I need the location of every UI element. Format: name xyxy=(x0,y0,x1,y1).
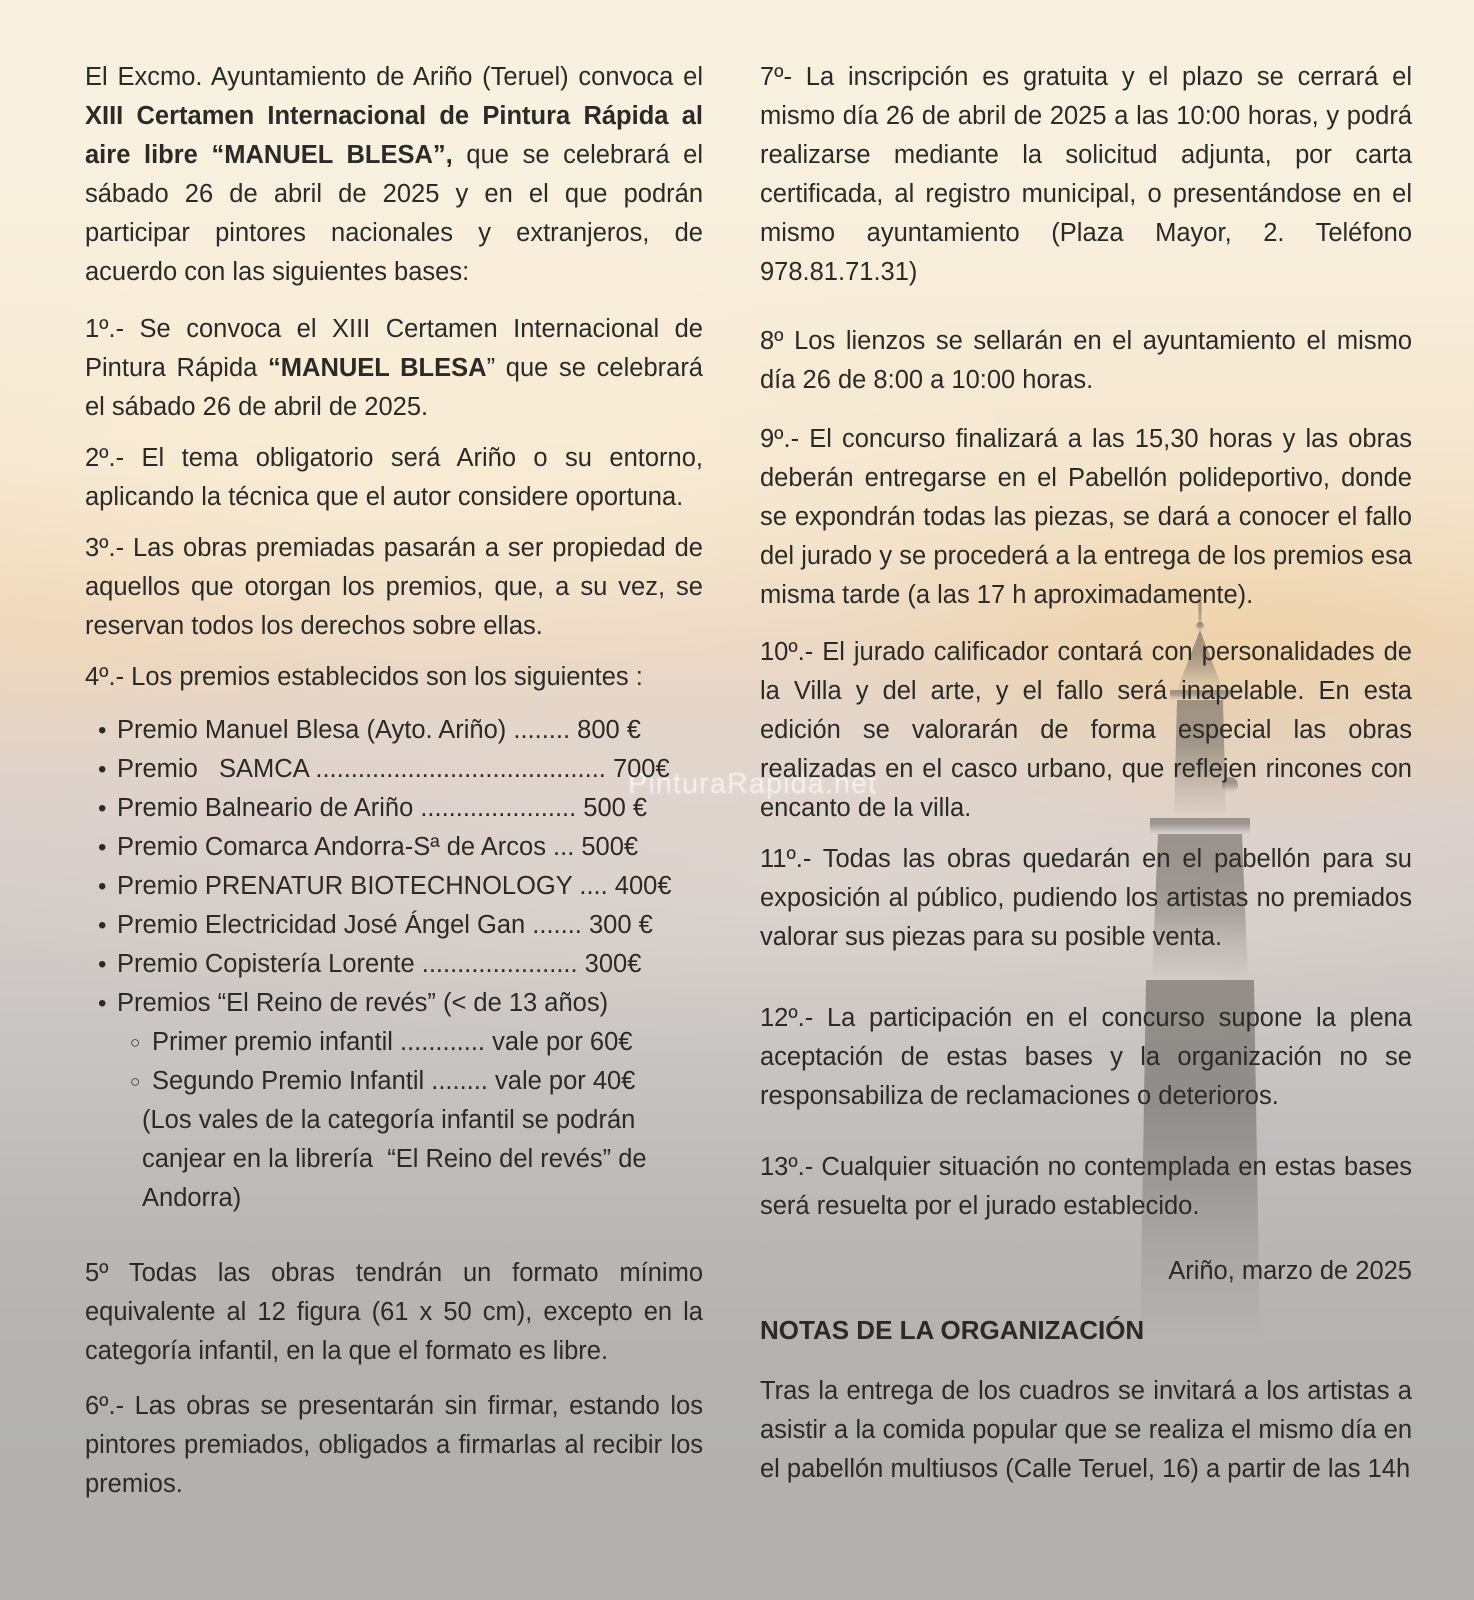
right-column xyxy=(760,58,1412,1489)
bullet-dot-icon: • xyxy=(98,795,107,822)
base-4-paragraph: 4º.- Los premios establecidos son los siguientes : xyxy=(85,663,643,691)
prize-item xyxy=(85,867,703,906)
bullet-dot-icon: • xyxy=(98,873,107,900)
prize-item-label: Premio Electricidad José Ángel Gan ....... 300 € xyxy=(117,911,653,939)
base-1-paragraph xyxy=(85,310,703,427)
intro-text-post: que se celebrará el sábado 26 de abril de 2025 y en el que podrán participar pintores nacionales y extranjeros, de acuerdo con las siguientes bases: xyxy=(85,141,703,286)
notes-paragraph: Tras la entrega de los cuadros se invitará a los artistas a asistir a la comida popular que se realiza el mismo día en el pabellón multiusos (Calle Teruel, 16) a partir de las 14h xyxy=(760,1377,1412,1483)
prize-item xyxy=(85,906,703,945)
base-9-paragraph: 9º.- El concurso finalizará a las 15,30 horas y las obras deberán entregarse en el Pabellón polideportivo, donde se expondrán todas las piezas, se dará a conocer el fallo del jurado y se procederá a la entrega de los premios esa misma tarde (a las 17 h aproximadamente). xyxy=(760,425,1412,609)
base-13-paragraph: 13º.- Cualquier situación no contemplada en estas bases será resuelta por el jurado establecido. xyxy=(760,1153,1412,1220)
prize-item xyxy=(85,828,703,867)
bullet-dot-icon: • xyxy=(98,990,107,1017)
prize-item-label: Premio Balneario de Ariño ...................... 500 € xyxy=(117,794,648,822)
intro-text-bold: XIII Certamen Internacional de Pintura Rápida al aire libre “MANUEL BLESA”, xyxy=(85,102,703,169)
prize-item xyxy=(85,711,703,750)
prize-item-label: Premio Copistería Lorente ...................... 300€ xyxy=(117,950,642,978)
base-5-paragraph: 5º Todas las obras tendrán un formato mínimo equivalente al 12 figura (61 x 50 cm), excepto en la categoría infantil, en la que el formato es libre. xyxy=(85,1259,703,1365)
prize-item xyxy=(85,789,703,828)
prize-item-label: Premio SAMCA ......................................... 700€ xyxy=(117,755,670,783)
prize-item-label: Premio PRENATUR BIOTECHNOLOGY .... 400€ xyxy=(117,872,672,900)
base-8-paragraph: 8º Los lienzos se sellarán en el ayuntamiento el mismo día 26 de 8:00 a 10:00 horas. xyxy=(760,327,1412,394)
prize-item xyxy=(85,984,703,1023)
bullet-dot-icon: • xyxy=(98,834,107,861)
base-1-pre: 1º.- Se convoca el XIII Certamen Internacional de Pintura Rápida xyxy=(85,315,703,382)
intro-paragraph xyxy=(85,58,703,292)
notes-heading: NOTAS DE LA ORGANIZACIÓN xyxy=(760,1315,1145,1345)
prize-list xyxy=(85,711,703,1218)
prize-sub-item xyxy=(85,1062,703,1101)
base-2-paragraph: 2º.- El tema obligatorio será Ariño o su entorno, aplicando la técnica que el autor considere oportuna. xyxy=(85,444,703,511)
prize-item xyxy=(85,945,703,984)
prize-item-label: Premio Comarca Andorra-Sª de Arcos ... 500€ xyxy=(117,833,639,861)
place-date: Ariño, marzo de 2025 xyxy=(1168,1257,1412,1285)
base-12-paragraph: 12º.- La participación en el concurso supone la plena aceptación de estas bases y la organización no se responsabiliza de reclamaciones o deterioros. xyxy=(760,1004,1412,1110)
prize-sub-item xyxy=(85,1023,703,1062)
prize-sub-item-label: Segundo Premio Infantil ........ vale por 40€ xyxy=(152,1067,636,1095)
base-3-paragraph: 3º.- Las obras premiadas pasarán a ser propiedad de aquellos que otorgan los premios, que, a su vez, se reservan todos los derechos sobre ellas. xyxy=(85,534,703,640)
prize-item-label: Premio Manuel Blesa (Ayto. Ariño) ........ 800 € xyxy=(117,716,641,744)
bullet-dot-icon: • xyxy=(98,951,107,978)
bullet-dot-icon: • xyxy=(98,717,107,744)
watermark-text: PinturaRapida.net xyxy=(628,768,878,800)
prize-sub-item-label: Primer premio infantil ............ vale por 60€ xyxy=(152,1028,633,1056)
prize-item xyxy=(85,750,703,789)
left-column xyxy=(85,58,703,1504)
base-1-bold: “MANUEL BLESA xyxy=(268,354,487,382)
base-6-paragraph: 6º.- Las obras se presentarán sin firmar, estando los pintores premiados, obligados a firmarlas al recibir los premios. xyxy=(85,1392,703,1498)
base-7-paragraph: 7º- La inscripción es gratuita y el plazo se cerrará el mismo día 26 de abril de 2025 a las 10:00 horas, y podrá realizarse mediante la solicitud adjunta, por carta certificada, al registro municipal, o presentándose en el mismo ayuntamiento (Plaza Mayor, 2. Teléfono 978.81.71.31) xyxy=(760,63,1412,286)
bullet-circle-icon: ○ xyxy=(130,1072,141,1091)
prize-item-label: Premios “El Reino de revés” (< de 13 años) xyxy=(117,989,609,1017)
infantil-note: (Los vales de la categoría infantil se podrán canjear en la librería “El Reino del revés” de Andorra) xyxy=(142,1106,653,1212)
base-1-post: ” que se celebrará el sábado 26 de abril de 2025. xyxy=(85,354,703,421)
bullet-dot-icon: • xyxy=(98,756,107,783)
base-10-paragraph: 10º.- El jurado calificador contará con personalidades de la Villa y del arte, y el fallo será inapelable. En esta edición se valorarán de forma especial las obras realizadas en el casco urbano, que reflejen rincones con encanto de la villa. xyxy=(760,638,1412,822)
bullet-dot-icon: • xyxy=(98,912,107,939)
base-11-paragraph: 11º.- Todas las obras quedarán en el pabellón para su exposición al público, pudiendo los artistas no premiados valorar sus piezas para su posible venta. xyxy=(760,845,1412,951)
intro-text-pre: El Excmo. Ayuntamiento de Ariño (Teruel) convoca el xyxy=(85,63,703,91)
bullet-circle-icon: ○ xyxy=(130,1033,141,1052)
